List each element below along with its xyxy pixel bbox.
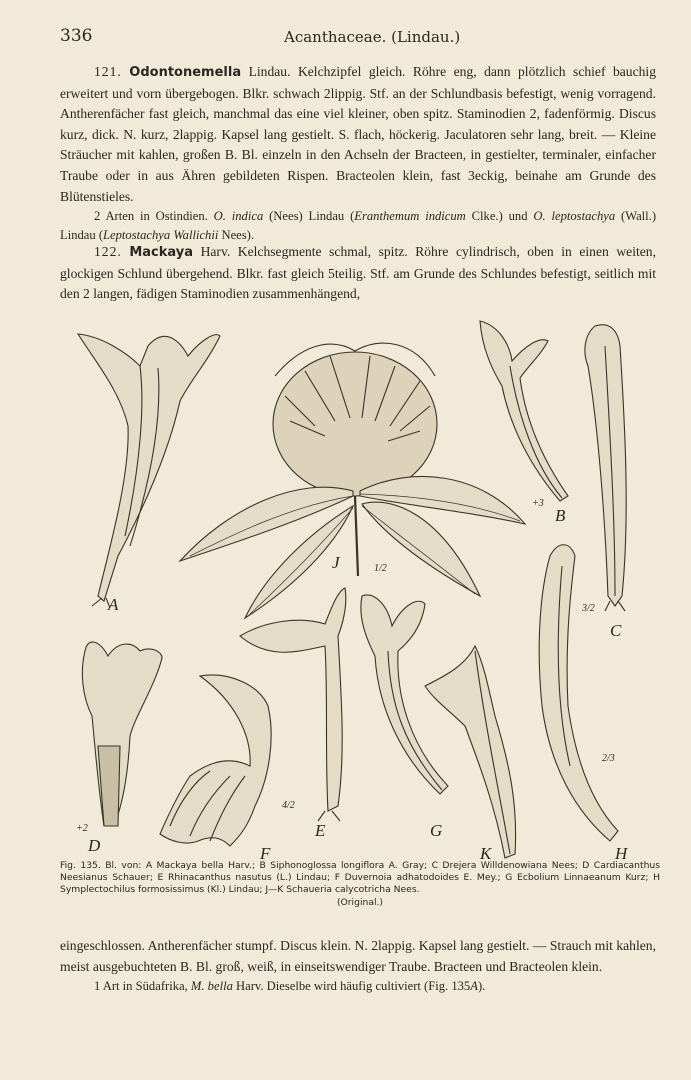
genus-122-continuation [60, 936, 656, 996]
species-note-text: Harv. Dieselbe wird häufig cultiviert (Fig. 135 [232, 979, 471, 994]
species-name: Leptostachya Wallichii [103, 227, 219, 242]
figure-label-c: C [610, 621, 622, 640]
figure-caption [60, 860, 660, 909]
plant-j-illustration [180, 343, 525, 618]
figure-label-k: K [480, 844, 492, 863]
figure-label-j: J [332, 553, 340, 572]
genus-121-name: Odontonemella [129, 65, 242, 80]
figure-reference: A [470, 979, 478, 994]
scale-c: 3/2 [582, 603, 595, 614]
flower-a-illustration [78, 334, 220, 608]
running-title: Acanthaceae. (Lindau.) [284, 28, 461, 46]
figure-label-g: G [430, 821, 443, 840]
flower-h-illustration [539, 545, 618, 841]
scale-h: 2/3 [602, 753, 615, 764]
genus-121-number: 121. [94, 64, 122, 79]
species-name: Eranthemum indicum [354, 209, 466, 223]
species-name: O. indica [213, 209, 264, 223]
figure-label-a: A [108, 595, 119, 614]
flower-f-illustration [160, 675, 271, 846]
genus-121-description [60, 62, 656, 207]
genus-122-text: Harv. Kelchsegmente schmal, spitz. Röhre cylindrisch, oben in einen weiten, glockigen Schlund übergehend. Blkr. fast gleich 5teilig. Stf. am Grunde des Schlundes befestigt, seitlich mit den 2 langen, fädigen Staminodien zusammenhängend, [60, 244, 656, 302]
species-name: O. leptostachya [533, 209, 616, 223]
figure-label-h: H [615, 844, 628, 863]
page-header [60, 26, 660, 48]
continuation-text: eingeschlossen. Antherenfächer stumpf. Discus klein. N. 2lappig. Kapsel lang gestielt. — Strauch mit kahlen, meist ausgebuchteten B. Bl. groß, weiß, in einseitswendiger Traube. Bracteen und Bracteolen klein. [60, 938, 656, 974]
flower-d-illustration [82, 642, 162, 826]
figure-caption-original: (Original.) [336, 896, 384, 908]
figure-label-d: D [88, 836, 101, 855]
flower-c-illustration [585, 325, 626, 611]
scale-e: 4/2 [282, 800, 295, 811]
scale-j: 1/2 [374, 563, 387, 574]
flower-b-illustration [480, 321, 568, 501]
figure-label-f: F [260, 844, 271, 863]
species-note-text: 1 Art in Südafrika, [94, 979, 191, 994]
species-note-text: (Wall.) Lindau ( [60, 209, 657, 242]
species-note-text: Clke.) und [465, 209, 534, 223]
species-note-text: ). [477, 979, 486, 994]
genus-121-text: Lindau. Kelchzipfel gleich. Röhre eng, dann plötzlich schief bauchig erweitert und vorn übergebogen. Blkr. schwach 2lippig. Stf. an der Schlundbasis befestigt, wenig vorragend. Antherenfächer fast gleich, manchmal das eine viel kleiner, oben spitz. Staminodien 2, fadenförmig. Discus kurz, dick. N. kurz, 2lappig. Kapsel lang gestielt. S. flach, höckerig. Jaculatoren sehr lang, breit. — Kleine Sträucher mit kahlen, großen B. Bl. einzeln in den Achseln der Bracteen, in gestielter, terminaler, einfacher Traube oder in aus Ähren gebildeten Rispen. Bracteolen klein, fast 3eckig, beinahe am Grunde des Blütenstieles. [60, 64, 656, 204]
scale-b: +3 [532, 498, 544, 509]
species-name: M. bella [190, 979, 233, 994]
figure-caption-text: Fig. 135. Bl. von: A Mackaya bella Harv.; B Siphonoglossa longiflora A. Gray; C Drejera Willdenowiana Nees; D Cardiacanthus Neesianus Schauer; E Rhinacanthus nasutus (L.) Lindau; F Duvernoia adhatodoides E. Mey.; G Ecbolium Linnaeanum Kurz; H Symplectochilus formosissimus (Kl.) Lindau; J—K Schaueria calycotricha Nees. [60, 860, 660, 896]
figure-label-e: E [315, 821, 326, 840]
species-note-text: (Nees) Lindau ( [263, 209, 355, 223]
genus-122-name: Mackaya [129, 245, 194, 260]
genus-122-description [60, 242, 656, 305]
botanical-figure-plate [70, 306, 650, 864]
species-note-text: 2 Arten in Ostindien. [94, 209, 214, 223]
genus-121-species-note [60, 207, 656, 244]
genus-122-number: 122. [94, 244, 122, 259]
scale-d: +2 [76, 823, 88, 834]
species-note-text: Nees). [218, 227, 255, 242]
page-number: 336 [60, 26, 93, 46]
figure-label-b: B [555, 506, 566, 525]
